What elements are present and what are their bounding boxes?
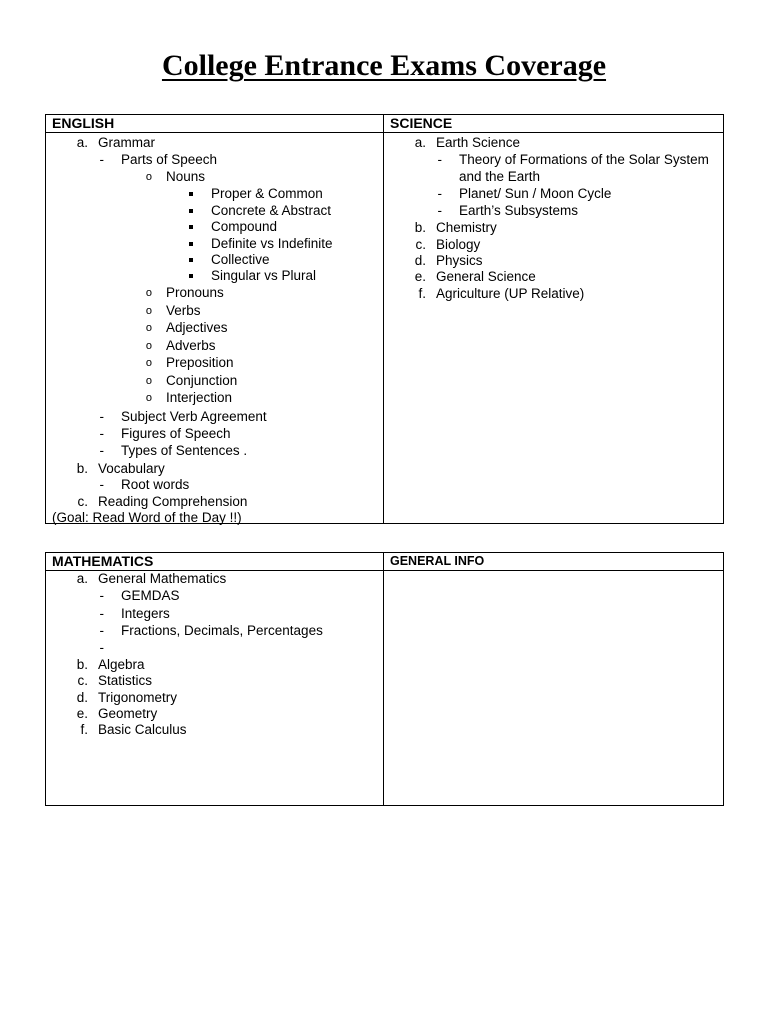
science-cell bbox=[384, 133, 724, 524]
math-topic: Algebra bbox=[98, 657, 145, 672]
science-item-earth-science: Earth Science bbox=[436, 135, 521, 150]
noun-type-item: Collective bbox=[211, 252, 270, 267]
bullet-square bbox=[189, 242, 193, 246]
math-item-general: General Mathematics bbox=[98, 571, 227, 586]
list-marker: o bbox=[145, 287, 152, 299]
math-topic: Trigonometry bbox=[98, 690, 178, 705]
english-item-subject-verb: Subject Verb Agreement bbox=[121, 409, 267, 424]
list-marker: b. bbox=[76, 461, 88, 476]
list-marker: e. bbox=[76, 706, 88, 721]
math-cell bbox=[46, 571, 384, 806]
list-marker: o bbox=[145, 305, 152, 317]
english-item-sentence-types: Types of Sentences . bbox=[121, 443, 248, 458]
part-of-speech-item: Pronouns bbox=[166, 285, 224, 300]
english-item-nouns: Nouns bbox=[166, 169, 206, 184]
english-item-root-words: Root words bbox=[121, 477, 190, 492]
math-header: MATHEMATICS bbox=[46, 553, 384, 571]
english-item-reading: Reading Comprehension bbox=[98, 494, 248, 509]
part-of-speech-item: Conjunction bbox=[166, 373, 238, 388]
list-marker: - bbox=[99, 640, 104, 655]
noun-type-item: Singular vs Plural bbox=[211, 268, 317, 283]
noun-type-item: Definite vs Indefinite bbox=[211, 236, 333, 251]
list-marker: a. bbox=[76, 571, 88, 586]
list-marker: f. bbox=[418, 286, 426, 301]
list-marker: e. bbox=[414, 269, 426, 284]
list-marker: - bbox=[99, 409, 104, 424]
math-general-table bbox=[45, 552, 724, 806]
noun-type-item: Proper & Common bbox=[211, 186, 323, 201]
math-topic: Statistics bbox=[98, 673, 153, 688]
list-marker: o bbox=[145, 322, 152, 334]
list-marker: - bbox=[437, 203, 442, 218]
science-item-subsystems: Earth’s Subsystems bbox=[459, 203, 579, 218]
english-goal-note: (Goal: Read Word of the Day !!) bbox=[52, 510, 242, 525]
english-header: ENGLISH bbox=[46, 115, 384, 133]
list-marker: - bbox=[99, 623, 104, 638]
list-marker: d. bbox=[414, 253, 426, 268]
general-info-header: GENERAL INFO bbox=[384, 553, 724, 571]
document-title: College Entrance Exams Coverage bbox=[161, 49, 607, 82]
list-marker: o bbox=[145, 375, 152, 387]
math-subitem: GEMDAS bbox=[121, 588, 180, 603]
list-marker: - bbox=[99, 606, 104, 621]
math-subitem: Integers bbox=[121, 606, 170, 621]
list-marker: - bbox=[99, 426, 104, 441]
science-item-theory: Theory of Formations of the Solar System bbox=[459, 152, 709, 167]
general-info-cell bbox=[384, 571, 724, 806]
part-of-speech-item: Adverbs bbox=[166, 338, 216, 353]
part-of-speech-item: Preposition bbox=[166, 355, 234, 370]
bullet-square bbox=[189, 258, 193, 262]
math-topic: Basic Calculus bbox=[98, 722, 187, 737]
list-marker: - bbox=[99, 477, 104, 492]
science-item-chemistry: Chemistry bbox=[436, 220, 497, 235]
english-item-parts-of-speech: Parts of Speech bbox=[121, 152, 218, 167]
list-marker: c. bbox=[415, 237, 426, 252]
list-marker: o bbox=[145, 340, 152, 352]
list-marker: - bbox=[99, 443, 104, 458]
list-marker: - bbox=[99, 152, 104, 167]
science-item-general-science: General Science bbox=[436, 269, 536, 284]
english-item-grammar: Grammar bbox=[98, 135, 155, 150]
english-science-table bbox=[45, 114, 724, 524]
bullet-square bbox=[189, 274, 193, 278]
list-marker: c. bbox=[77, 673, 88, 688]
english-cell bbox=[46, 133, 384, 524]
math-topic: Geometry bbox=[98, 706, 158, 721]
math-subitem: Fractions, Decimals, Percentages bbox=[121, 623, 323, 638]
list-marker: o bbox=[145, 357, 152, 369]
list-marker: o bbox=[145, 171, 152, 183]
list-marker: d. bbox=[76, 690, 88, 705]
list-marker: o bbox=[145, 392, 152, 404]
noun-type-item: Concrete & Abstract bbox=[211, 203, 332, 218]
list-marker: - bbox=[437, 152, 442, 167]
list-marker: c. bbox=[77, 494, 88, 509]
list-marker: b. bbox=[76, 657, 88, 672]
list-marker: a. bbox=[414, 135, 426, 150]
list-marker: - bbox=[99, 588, 104, 603]
english-item-figures: Figures of Speech bbox=[121, 426, 231, 441]
science-item-physics: Physics bbox=[436, 253, 483, 268]
science-header: SCIENCE bbox=[384, 115, 724, 133]
science-item-agriculture: Agriculture (UP Relative) bbox=[436, 286, 585, 301]
english-item-vocabulary: Vocabulary bbox=[98, 461, 165, 476]
bullet-square bbox=[189, 192, 193, 196]
noun-type-item: Compound bbox=[211, 219, 278, 234]
science-item-biology: Biology bbox=[436, 237, 481, 252]
list-marker: - bbox=[437, 186, 442, 201]
list-marker: a. bbox=[76, 135, 88, 150]
science-item-cycle: Planet/ Sun / Moon Cycle bbox=[459, 186, 612, 201]
bullet-square bbox=[189, 225, 193, 229]
list-marker: b. bbox=[414, 220, 426, 235]
part-of-speech-item: Adjectives bbox=[166, 320, 228, 335]
part-of-speech-item: Verbs bbox=[166, 303, 201, 318]
list-marker: f. bbox=[80, 722, 88, 737]
science-item-theory-cont: and the Earth bbox=[459, 169, 541, 184]
bullet-square bbox=[189, 209, 193, 213]
part-of-speech-item: Interjection bbox=[166, 390, 233, 405]
